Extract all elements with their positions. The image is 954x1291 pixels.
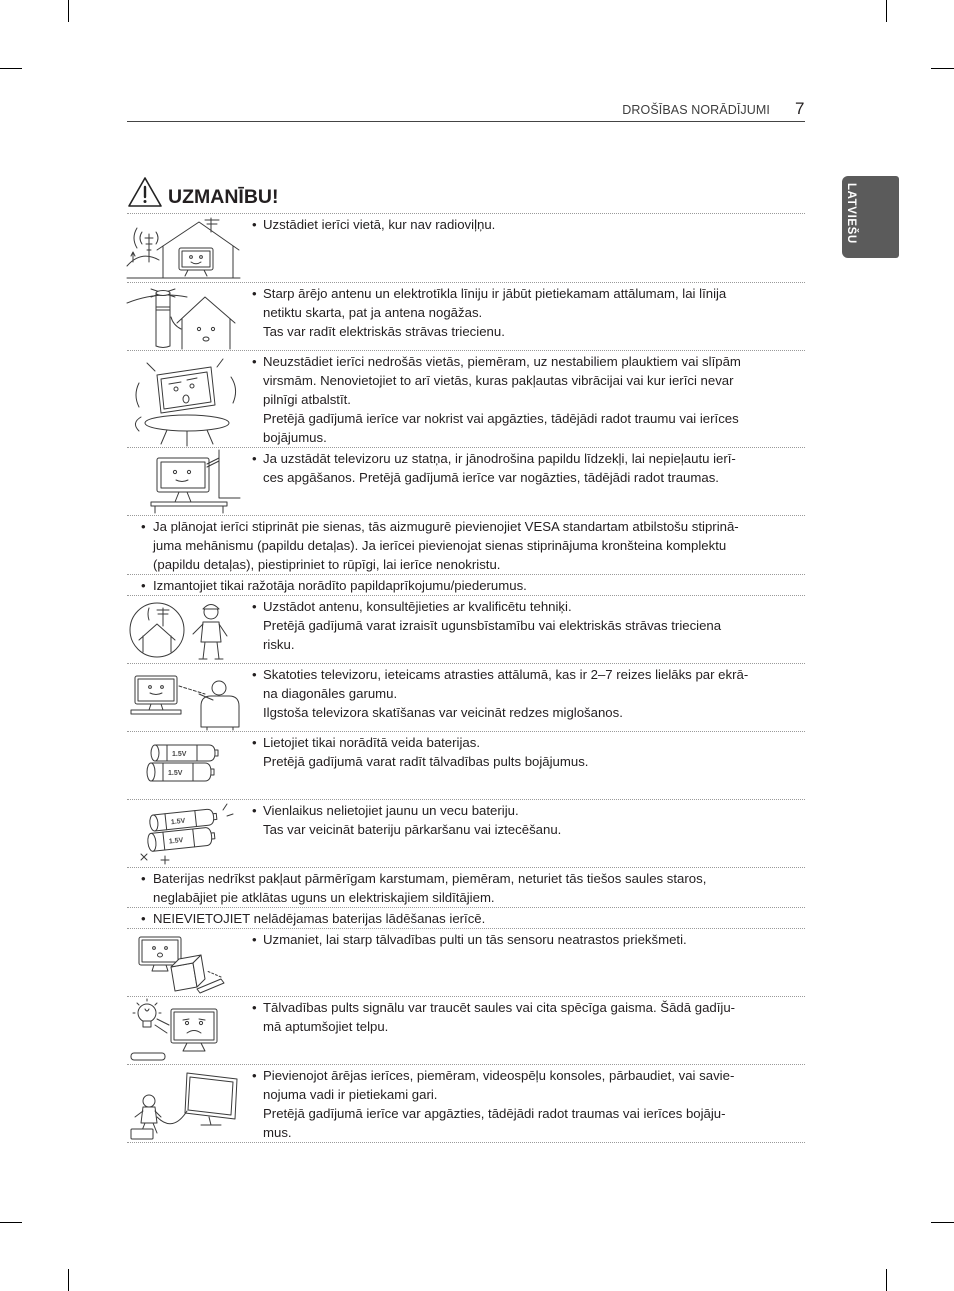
list-item [127,595,805,663]
bullet: • [141,911,146,926]
text-line: neglabājiet pie atklātas uguns un elektriskajiem sildītājiem. [153,890,495,905]
tv-stand-table [151,502,227,513]
page-title: UZMANĪBU! [168,186,279,208]
tv-with-sad-face [171,1009,217,1051]
warning-triangle-icon [127,176,163,208]
list-item [127,213,805,282]
bullet: • [252,286,257,301]
list-item [127,867,805,907]
game-console [131,1129,153,1139]
bullet: • [252,932,257,947]
remote-control [131,1053,165,1060]
strong-light-illustration [127,999,240,1063]
item-text [153,576,527,595]
text-line: Ilgstoša televizora skatīšanas var veicināt redzes miglošanos. [263,705,623,720]
tv-with-face [131,676,181,714]
text-line: Pretējā gadījumā varat izraisīt ugunsbīstamību vai elektriskās strāvas trieciena [263,618,722,633]
text-line: Izmantojiet tikai ražotāja norādīto papildaprīkojumu/piederumus. [153,578,527,593]
text-line: Pretējā gadījumā ierīce var apgāzties, tādējādi radot traumas vai ierīces bojāju- [263,1106,726,1121]
item-text [153,517,739,574]
text-line: Pievienojot ārējas ierīces, piemēram, videospēļu konsoles, pārbaudiet, vai savie- [263,1068,735,1083]
text-line: Neuzstādiet ierīci nedrošās vietās, piemēram, uz nestabiliem plauktiem vai slīpām [263,354,741,369]
console-cable-illustration [127,1067,240,1141]
battery-voltage-label: 1.5V [168,837,184,846]
list-item [127,1064,805,1143]
text-line: Skatoties televizoru, ieteicams atrasties attālumā, kas ir 2–7 reizes lielāks par ekrā- [263,667,749,682]
text-line: na diagonāles garumu. [263,686,398,701]
cable [157,1111,187,1124]
crop-mark [0,68,22,69]
wall [219,450,240,498]
bullet: • [252,354,257,369]
list-item [127,996,805,1064]
technician-person [193,605,227,660]
text-line: (papildu detaļas), piestipriniet to rūpīgi, lai ierīce nenokristu. [153,557,501,572]
text-line: Uzmaniet, lai starp tālvadības pulti un tās sensoru neatrastos priekšmeti. [263,932,687,947]
bullet: • [252,217,257,232]
antenna-house-inset [130,603,184,657]
crop-mark [931,68,954,69]
battery-pair [145,808,219,851]
text-line: Ja uzstādāt televizoru uz statņa, ir jānodrošina papildu līdzekļi, lai nepieļautu ierī- [263,451,736,466]
text-line: Uzstādiet ierīci vietā, kur nav radioviļņu. [263,217,496,232]
gamer-person [135,1095,161,1133]
batteries-sparks-illustration [127,802,240,866]
text-line: Tas var radīt elektriskās strāvas triecienu. [263,324,505,339]
text-line: Pretējā gadījumā varat radīt tālvadības pults bojājumus. [263,754,589,769]
tv-stand-strap-illustration [127,450,240,514]
text-line: Pretējā gadījumā ierīce var nokrist vai apgāzties, tādējādi radot traumu vai ierīces [263,411,739,426]
item-text [263,998,735,1036]
viewer-in-armchair [199,681,239,730]
text-line: Starp ārējo antenu un elektrotīkla līniju ir jābūt pietiekamam attālumam, lai līnija [263,286,727,301]
battery [151,745,218,761]
bullet: • [252,735,257,750]
text-line: Tas var veicināt bateriju pārkaršanu vai iztecēšanu. [263,822,562,837]
remote-signal-line [207,971,221,977]
unstable-surface-illustration [127,353,240,446]
tv-with-face [157,458,209,502]
text-line: Uzstādot antenu, konsultējieties ar kvalificētu tehniķi. [263,599,572,614]
viewing-distance-line [179,686,205,694]
house-with-face [171,297,235,349]
text-line: virsmām. Nenovietojiet to arī vietās, kuras pakļautas vibrācijai vai kur ierīci nevar [263,373,734,388]
tilted-tv [185,1073,237,1125]
text-line: mus. [263,1125,292,1140]
bullet: • [141,871,146,886]
header-rule [127,121,805,122]
house-radio-waves-illustration [127,216,240,281]
bullet: • [252,1000,257,1015]
antenna-power-line-illustration [127,285,240,349]
bullet: • [252,451,257,466]
language-tab [842,176,899,258]
crop-mark [68,0,69,22]
unstable-table [145,415,229,446]
item-text [263,1066,734,1142]
batteries-illustration [127,734,240,798]
text-line: pilnīgi atbalstīt. [263,392,351,407]
crop-mark [931,1222,954,1223]
list-item [127,799,805,867]
text-line: Baterijas nedrīkst pakļaut pārmērīgam karstumam, piemēram, neturiet tās tiešos saules staros, [153,871,707,886]
tilted-tv-with-face [157,367,215,413]
text-line: Ja plānojat ierīci stiprināt pie sienas, tās aizmugurē pievienojiet VESA standartam atbilstošu stiprinā- [153,519,739,534]
language-tab-label: LATVIEŠU [845,183,857,244]
text-line: risku. [263,637,295,652]
bullet: • [141,578,146,593]
battery-voltage-label: 1.5V [168,770,183,777]
antenna-pole [127,289,187,348]
text-line: ces apgāšanos. Pretējā gadījumā ierīce var nogāzties, tādējādi radot traumas. [263,470,719,485]
light-rays [155,1019,169,1033]
crop-mark [886,0,887,22]
text-line: Lietojiet tikai norādītā veida baterijas. [263,735,480,750]
bullet: • [252,667,257,682]
item-text [263,597,721,654]
crop-mark [886,1269,887,1291]
text-line: mā aptumšojiet telpu. [263,1019,389,1034]
list-item [127,515,805,574]
battery [147,763,214,781]
item-text [263,665,748,722]
list-item [127,574,805,595]
antenna-technician-illustration [127,598,240,662]
radio-mast [134,228,158,262]
item-text [263,930,687,949]
list-item [127,731,805,799]
text-line: nojuma vadi ir pietiekami gari. [263,1087,438,1102]
list-item [127,928,805,996]
page-number: 7 [795,99,805,118]
item-text [263,801,561,839]
text-line: Vienlaikus nelietojiet jaunu un vecu bateriju. [263,803,519,818]
item-text [263,215,495,234]
item-text [263,284,726,341]
list-item [127,350,805,447]
list-item [127,663,805,731]
tv-with-face [179,248,213,276]
bullet: • [252,599,257,614]
battery-voltage-label: 1.5V [172,751,187,758]
list-item [127,447,805,515]
item-text [263,449,736,487]
text-line: juma mehānismu (papildu detaļas). Ja ierīcei pievienojat sienas stiprinājuma kronšteina komplektu [153,538,727,553]
bullet: • [141,519,146,534]
item-text [153,869,706,907]
text-line: bojājumus. [263,430,327,445]
item-text [263,733,588,771]
light-bulb [133,999,161,1027]
list-item [127,282,805,350]
crop-mark [0,1222,22,1223]
bullet: • [252,1068,257,1083]
text-line: netiktu skarta, pat ja antena nogāžas. [263,305,483,320]
item-text [153,909,485,928]
item-text [263,352,741,447]
text-line: Tālvadības pults signālu var traucēt saules vai cita spēcīga gaisma. Šādā gadīju- [263,1000,736,1015]
bullet: • [252,803,257,818]
list-item [127,907,805,928]
section-title: DROŠĪBAS NORĀDĪJUMI [622,103,770,117]
battery-voltage-label: 1.5V [170,817,186,827]
remote-obstacle-illustration [127,931,240,995]
viewing-distance-illustration [127,666,240,730]
text-line: NEIEVIETOJIET nelādējamas baterijas lādēšanas ierīcē. [153,911,486,926]
crop-mark [68,1269,69,1291]
